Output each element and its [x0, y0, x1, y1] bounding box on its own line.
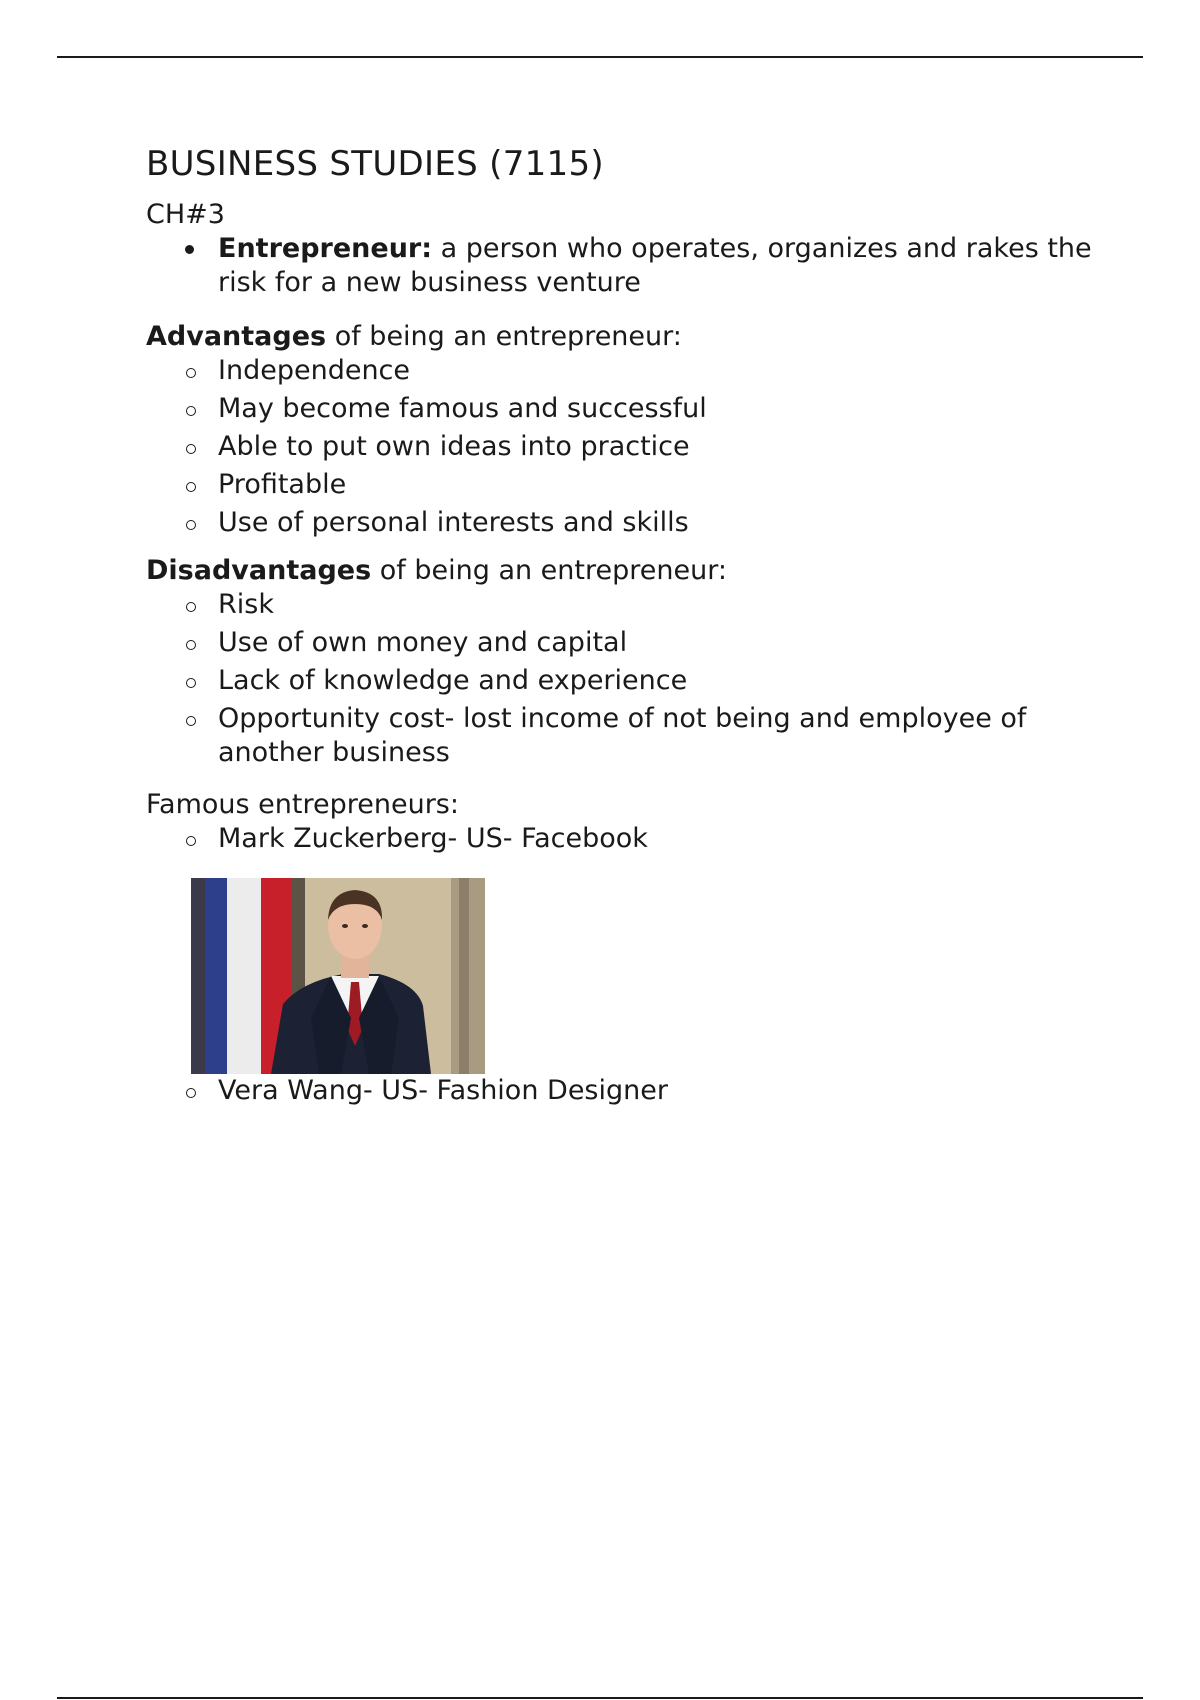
- definition-term: Entrepreneur:: [218, 233, 433, 264]
- advantages-heading-rest: of being an entrepreneur:: [326, 321, 682, 352]
- circle-bullet-icon: [186, 406, 196, 416]
- advantage-text: Use of personal interests and skills: [218, 507, 689, 538]
- definition-text: a person who operates, organizes and rakes the risk for a new business venture: [218, 233, 1092, 298]
- list-item: [146, 430, 1106, 464]
- disadvantage-text: Opportunity cost- lost income of not being and employee of another business: [218, 703, 1027, 768]
- advantage-text: Able to put own ideas into practice: [218, 431, 690, 462]
- list-item: [146, 626, 1106, 660]
- bottom-rule: [57, 1697, 1143, 1699]
- list-item: [146, 506, 1106, 540]
- entrepreneur-photo: [191, 878, 485, 1074]
- top-rule: [57, 56, 1143, 58]
- circle-bullet-icon: [186, 1088, 196, 1098]
- disadvantage-text: Lack of knowledge and experience: [218, 665, 688, 696]
- famous-list-continued: [146, 1074, 1106, 1108]
- document-title: BUSINESS STUDIES (7115): [146, 144, 604, 184]
- circle-bullet-icon: [186, 520, 196, 530]
- circle-bullet-icon: [186, 482, 196, 492]
- disadvantages-heading-rest: of being an entrepreneur:: [371, 555, 727, 586]
- list-item: [146, 822, 1106, 856]
- disadvantage-text: Risk: [218, 589, 274, 620]
- circle-bullet-icon: [186, 444, 196, 454]
- list-item: [146, 588, 1106, 622]
- famous-heading: Famous entrepreneurs:: [146, 789, 459, 820]
- circle-bullet-icon: [186, 716, 196, 726]
- famous-list: [146, 822, 1106, 856]
- list-item: [146, 392, 1106, 426]
- chapter-label: CH#3: [146, 199, 225, 230]
- advantage-text: Profitable: [218, 469, 347, 500]
- definition-list: [146, 232, 1106, 300]
- famous-entrepreneur-text: Mark Zuckerberg- US- Facebook: [218, 823, 648, 854]
- advantages-list: [146, 354, 1106, 540]
- definition-item: [146, 232, 1106, 300]
- advantage-text: Independence: [218, 355, 411, 386]
- list-item: [146, 664, 1106, 698]
- disadvantage-text: Use of own money and capital: [218, 627, 628, 658]
- circle-bullet-icon: [186, 602, 196, 612]
- list-item: [146, 468, 1106, 502]
- circle-bullet-icon: [186, 640, 196, 650]
- advantage-text: May become famous and successful: [218, 393, 707, 424]
- advantages-heading-bold: Advantages: [146, 321, 327, 352]
- disc-bullet-icon: [185, 245, 194, 254]
- list-item: [146, 1074, 1106, 1108]
- advantages-heading: [146, 320, 1106, 354]
- circle-bullet-icon: [186, 836, 196, 846]
- document-body: [146, 142, 1106, 1108]
- disadvantages-heading-bold: Disadvantages: [146, 555, 372, 586]
- circle-bullet-icon: [186, 368, 196, 378]
- list-item: [146, 702, 1106, 770]
- famous-entrepreneur-text: Vera Wang- US- Fashion Designer: [218, 1075, 668, 1106]
- circle-bullet-icon: [186, 678, 196, 688]
- disadvantages-list: [146, 588, 1106, 770]
- disadvantages-heading: [146, 554, 1106, 588]
- list-item: [146, 354, 1106, 388]
